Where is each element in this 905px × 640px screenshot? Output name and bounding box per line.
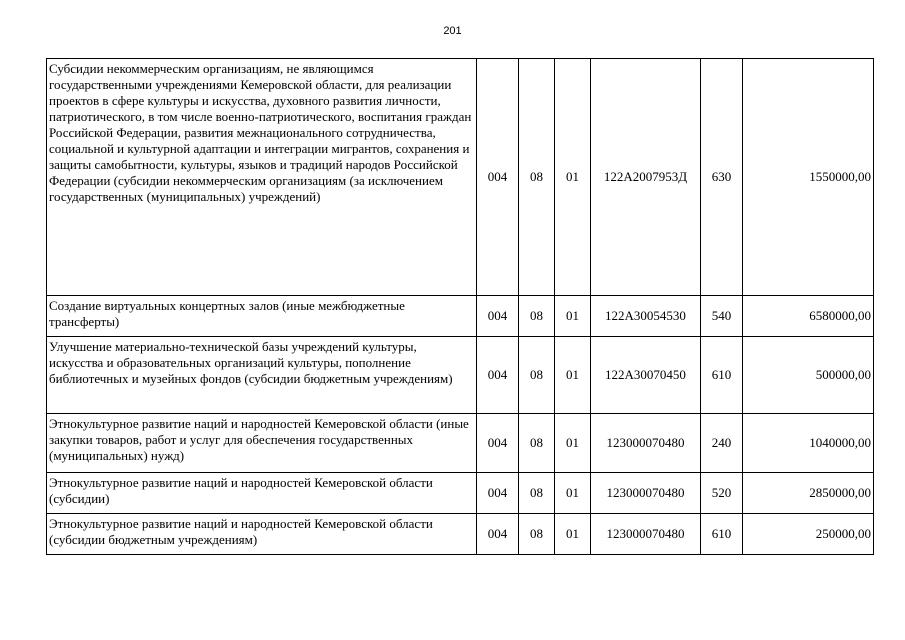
row-subsection-code: 01 — [555, 337, 591, 414]
row-amount: 1040000,00 — [743, 414, 874, 473]
row-ministry-code: 004 — [477, 296, 519, 337]
row-section-code: 08 — [519, 414, 555, 473]
row-subsection-code: 01 — [555, 473, 591, 514]
budget-table — [46, 58, 874, 555]
row-description: Улучшение материально-технической базы учреждений культуры, искусства и образовательных организаций культуры, пополнение библиотечных и музейных фондов (субсидии бюджетным учреждениям) — [47, 337, 477, 414]
row-section-code: 08 — [519, 296, 555, 337]
row-section-code: 08 — [519, 514, 555, 555]
page-number: 201 — [443, 25, 462, 37]
table-row — [47, 473, 874, 514]
row-subsection-code: 01 — [555, 59, 591, 296]
row-ministry-code: 004 — [477, 414, 519, 473]
row-section-code: 08 — [519, 337, 555, 414]
row-expense-type: 520 — [701, 473, 743, 514]
table-row — [47, 514, 874, 555]
row-subsection-code: 01 — [555, 296, 591, 337]
row-description: Этнокультурное развитие наций и народностей Кемеровской области (иные закупки товаров, работ и услуг для обеспечения государственных (муниципальных) нужд) — [47, 414, 477, 473]
row-expense-type: 630 — [701, 59, 743, 296]
row-target-article: 123000070480 — [591, 414, 701, 473]
table-row — [47, 337, 874, 414]
row-subsection-code: 01 — [555, 514, 591, 555]
row-amount: 6580000,00 — [743, 296, 874, 337]
row-description: Этнокультурное развитие наций и народностей Кемеровской области (субсидии) — [47, 473, 477, 514]
row-section-code: 08 — [519, 59, 555, 296]
row-section-code: 08 — [519, 473, 555, 514]
row-expense-type: 240 — [701, 414, 743, 473]
row-description: Субсидии некоммерческим организациям, не являющимся государственными учреждениями Кемеровской области, для реализации проектов в сфере культуры и искусства, духовного развития личности, патриотического, в том числе военно-патриотического, воспитания граждан Российской Федерации, развития межнационального сотрудничества, социальной и культурной адаптации и интеграции мигрантов, сохранения и защиты самобытности, культуры, языков и традиций народов Российской Федерации (субсидии некоммерческим организациям (за исключением государственных (муниципальных) учреждений) — [47, 59, 477, 296]
table-row — [47, 414, 874, 473]
table-row — [47, 296, 874, 337]
row-amount: 250000,00 — [743, 514, 874, 555]
row-ministry-code: 004 — [477, 473, 519, 514]
row-target-article: 122А30070450 — [591, 337, 701, 414]
row-amount: 1550000,00 — [743, 59, 874, 296]
row-target-article: 123000070480 — [591, 473, 701, 514]
row-description: Этнокультурное развитие наций и народностей Кемеровской области (субсидии бюджетным учреждениям) — [47, 514, 477, 555]
row-ministry-code: 004 — [477, 514, 519, 555]
row-expense-type: 540 — [701, 296, 743, 337]
row-subsection-code: 01 — [555, 414, 591, 473]
row-amount: 2850000,00 — [743, 473, 874, 514]
row-target-article: 122А2007953Д — [591, 59, 701, 296]
row-expense-type: 610 — [701, 337, 743, 414]
table-row — [47, 59, 874, 296]
row-expense-type: 610 — [701, 514, 743, 555]
row-description: Создание виртуальных концертных залов (иные межбюджетные трансферты) — [47, 296, 477, 337]
row-target-article: 123000070480 — [591, 514, 701, 555]
row-ministry-code: 004 — [477, 337, 519, 414]
row-amount: 500000,00 — [743, 337, 874, 414]
row-target-article: 122А30054530 — [591, 296, 701, 337]
row-ministry-code: 004 — [477, 59, 519, 296]
